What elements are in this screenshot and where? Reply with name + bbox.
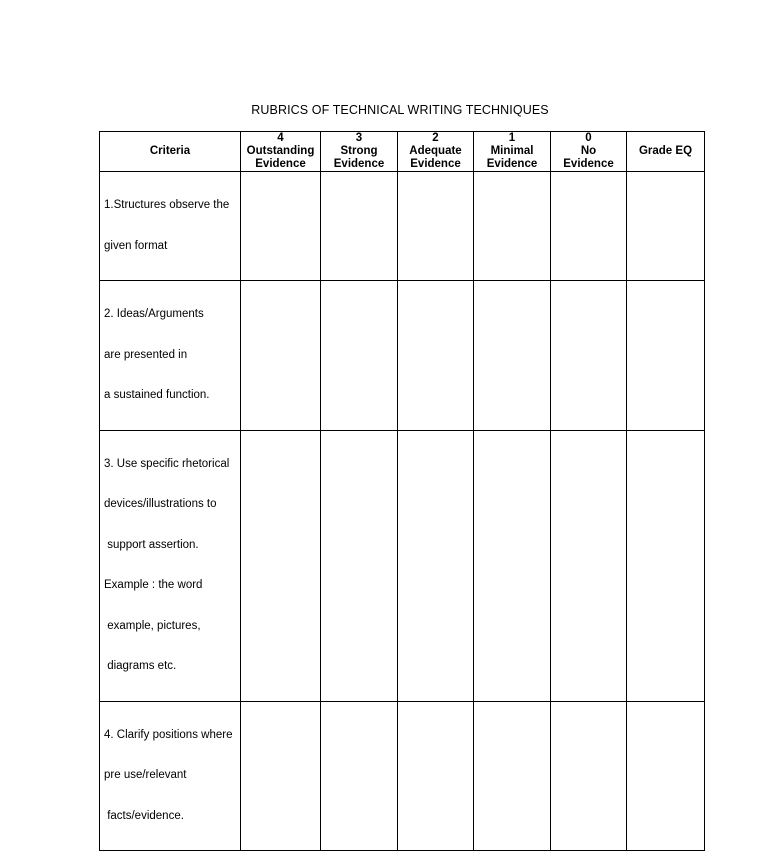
score-header-label: Evidence bbox=[486, 158, 538, 170]
grade-header bbox=[627, 132, 705, 172]
score-cell bbox=[241, 430, 321, 701]
score-cell bbox=[321, 430, 398, 701]
criteria-line: given format bbox=[104, 239, 168, 252]
criteria-cell bbox=[100, 172, 241, 281]
criteria-line: facts/evidence. bbox=[104, 809, 184, 822]
score-header-label: Strong bbox=[340, 145, 378, 157]
score-header-label: Adequate bbox=[409, 145, 462, 157]
score-header-label: Evidence bbox=[563, 158, 614, 170]
score-header-label: Evidence bbox=[410, 158, 461, 170]
score-cell bbox=[474, 701, 551, 851]
score-header-value: 0 bbox=[585, 132, 592, 144]
score-header-value: 4 bbox=[277, 132, 284, 144]
score-cell bbox=[551, 281, 627, 431]
score-cell bbox=[398, 281, 474, 431]
score-header-0 bbox=[551, 132, 627, 172]
grade-cell bbox=[627, 281, 705, 431]
criteria-line: 2. Ideas/Arguments bbox=[104, 308, 204, 320]
grade-cell bbox=[627, 172, 705, 281]
criteria-line: 4. Clarify positions where bbox=[104, 728, 233, 741]
score-cell bbox=[398, 430, 474, 701]
grade-header-label: Grade EQ bbox=[638, 145, 693, 157]
score-header-label: Outstanding bbox=[246, 145, 315, 157]
criteria-line: 1.Structures observe the bbox=[104, 199, 230, 211]
score-header-value: 2 bbox=[432, 132, 439, 144]
criteria-line: are presented in bbox=[104, 348, 188, 361]
criteria-cell bbox=[100, 430, 241, 701]
grade-cell bbox=[627, 430, 705, 701]
header-row bbox=[100, 132, 705, 172]
document-title: RUBRICS OF TECHNICAL WRITING TECHNIQUES bbox=[251, 103, 549, 117]
score-cell bbox=[474, 430, 551, 701]
table-row bbox=[100, 281, 705, 431]
criteria-line: diagrams etc. bbox=[104, 660, 177, 672]
criteria-cell bbox=[100, 281, 241, 431]
criteria-header bbox=[100, 132, 241, 172]
score-cell bbox=[474, 172, 551, 281]
score-cell bbox=[241, 281, 321, 431]
score-cell bbox=[551, 430, 627, 701]
rubric-table bbox=[99, 131, 705, 851]
score-header-label: Evidence bbox=[255, 158, 306, 170]
score-header-label: No bbox=[580, 145, 597, 157]
criteria-line: example, pictures, bbox=[104, 619, 201, 632]
table-row bbox=[100, 430, 705, 701]
score-header-label: Evidence bbox=[333, 158, 385, 170]
grade-cell bbox=[627, 701, 705, 851]
score-header-4 bbox=[241, 132, 321, 172]
score-cell bbox=[241, 701, 321, 851]
criteria-line: devices/illustrations to bbox=[104, 498, 217, 510]
criteria-header-label: Criteria bbox=[149, 145, 191, 157]
score-cell bbox=[321, 172, 398, 281]
criteria-line: support assertion. bbox=[104, 538, 199, 551]
score-header-value: 3 bbox=[355, 132, 363, 144]
score-header-value: 1 bbox=[508, 132, 516, 144]
score-header-1 bbox=[474, 132, 551, 172]
score-cell bbox=[241, 172, 321, 281]
table-row bbox=[100, 172, 705, 281]
score-cell bbox=[551, 172, 627, 281]
score-cell bbox=[321, 701, 398, 851]
score-cell bbox=[398, 701, 474, 851]
criteria-line: Example : the word bbox=[104, 579, 203, 591]
score-header-label: Minimal bbox=[490, 145, 534, 157]
score-cell bbox=[398, 172, 474, 281]
score-header-2 bbox=[398, 132, 474, 172]
score-cell bbox=[321, 281, 398, 431]
table-row bbox=[100, 701, 705, 851]
criteria-cell bbox=[100, 701, 241, 851]
criteria-line: pre use/relevant bbox=[104, 769, 187, 781]
score-header-3 bbox=[321, 132, 398, 172]
criteria-line: a sustained function. bbox=[104, 389, 210, 401]
score-cell bbox=[474, 281, 551, 431]
score-cell bbox=[551, 701, 627, 851]
criteria-line: 3. Use specific rhetorical bbox=[104, 457, 230, 470]
